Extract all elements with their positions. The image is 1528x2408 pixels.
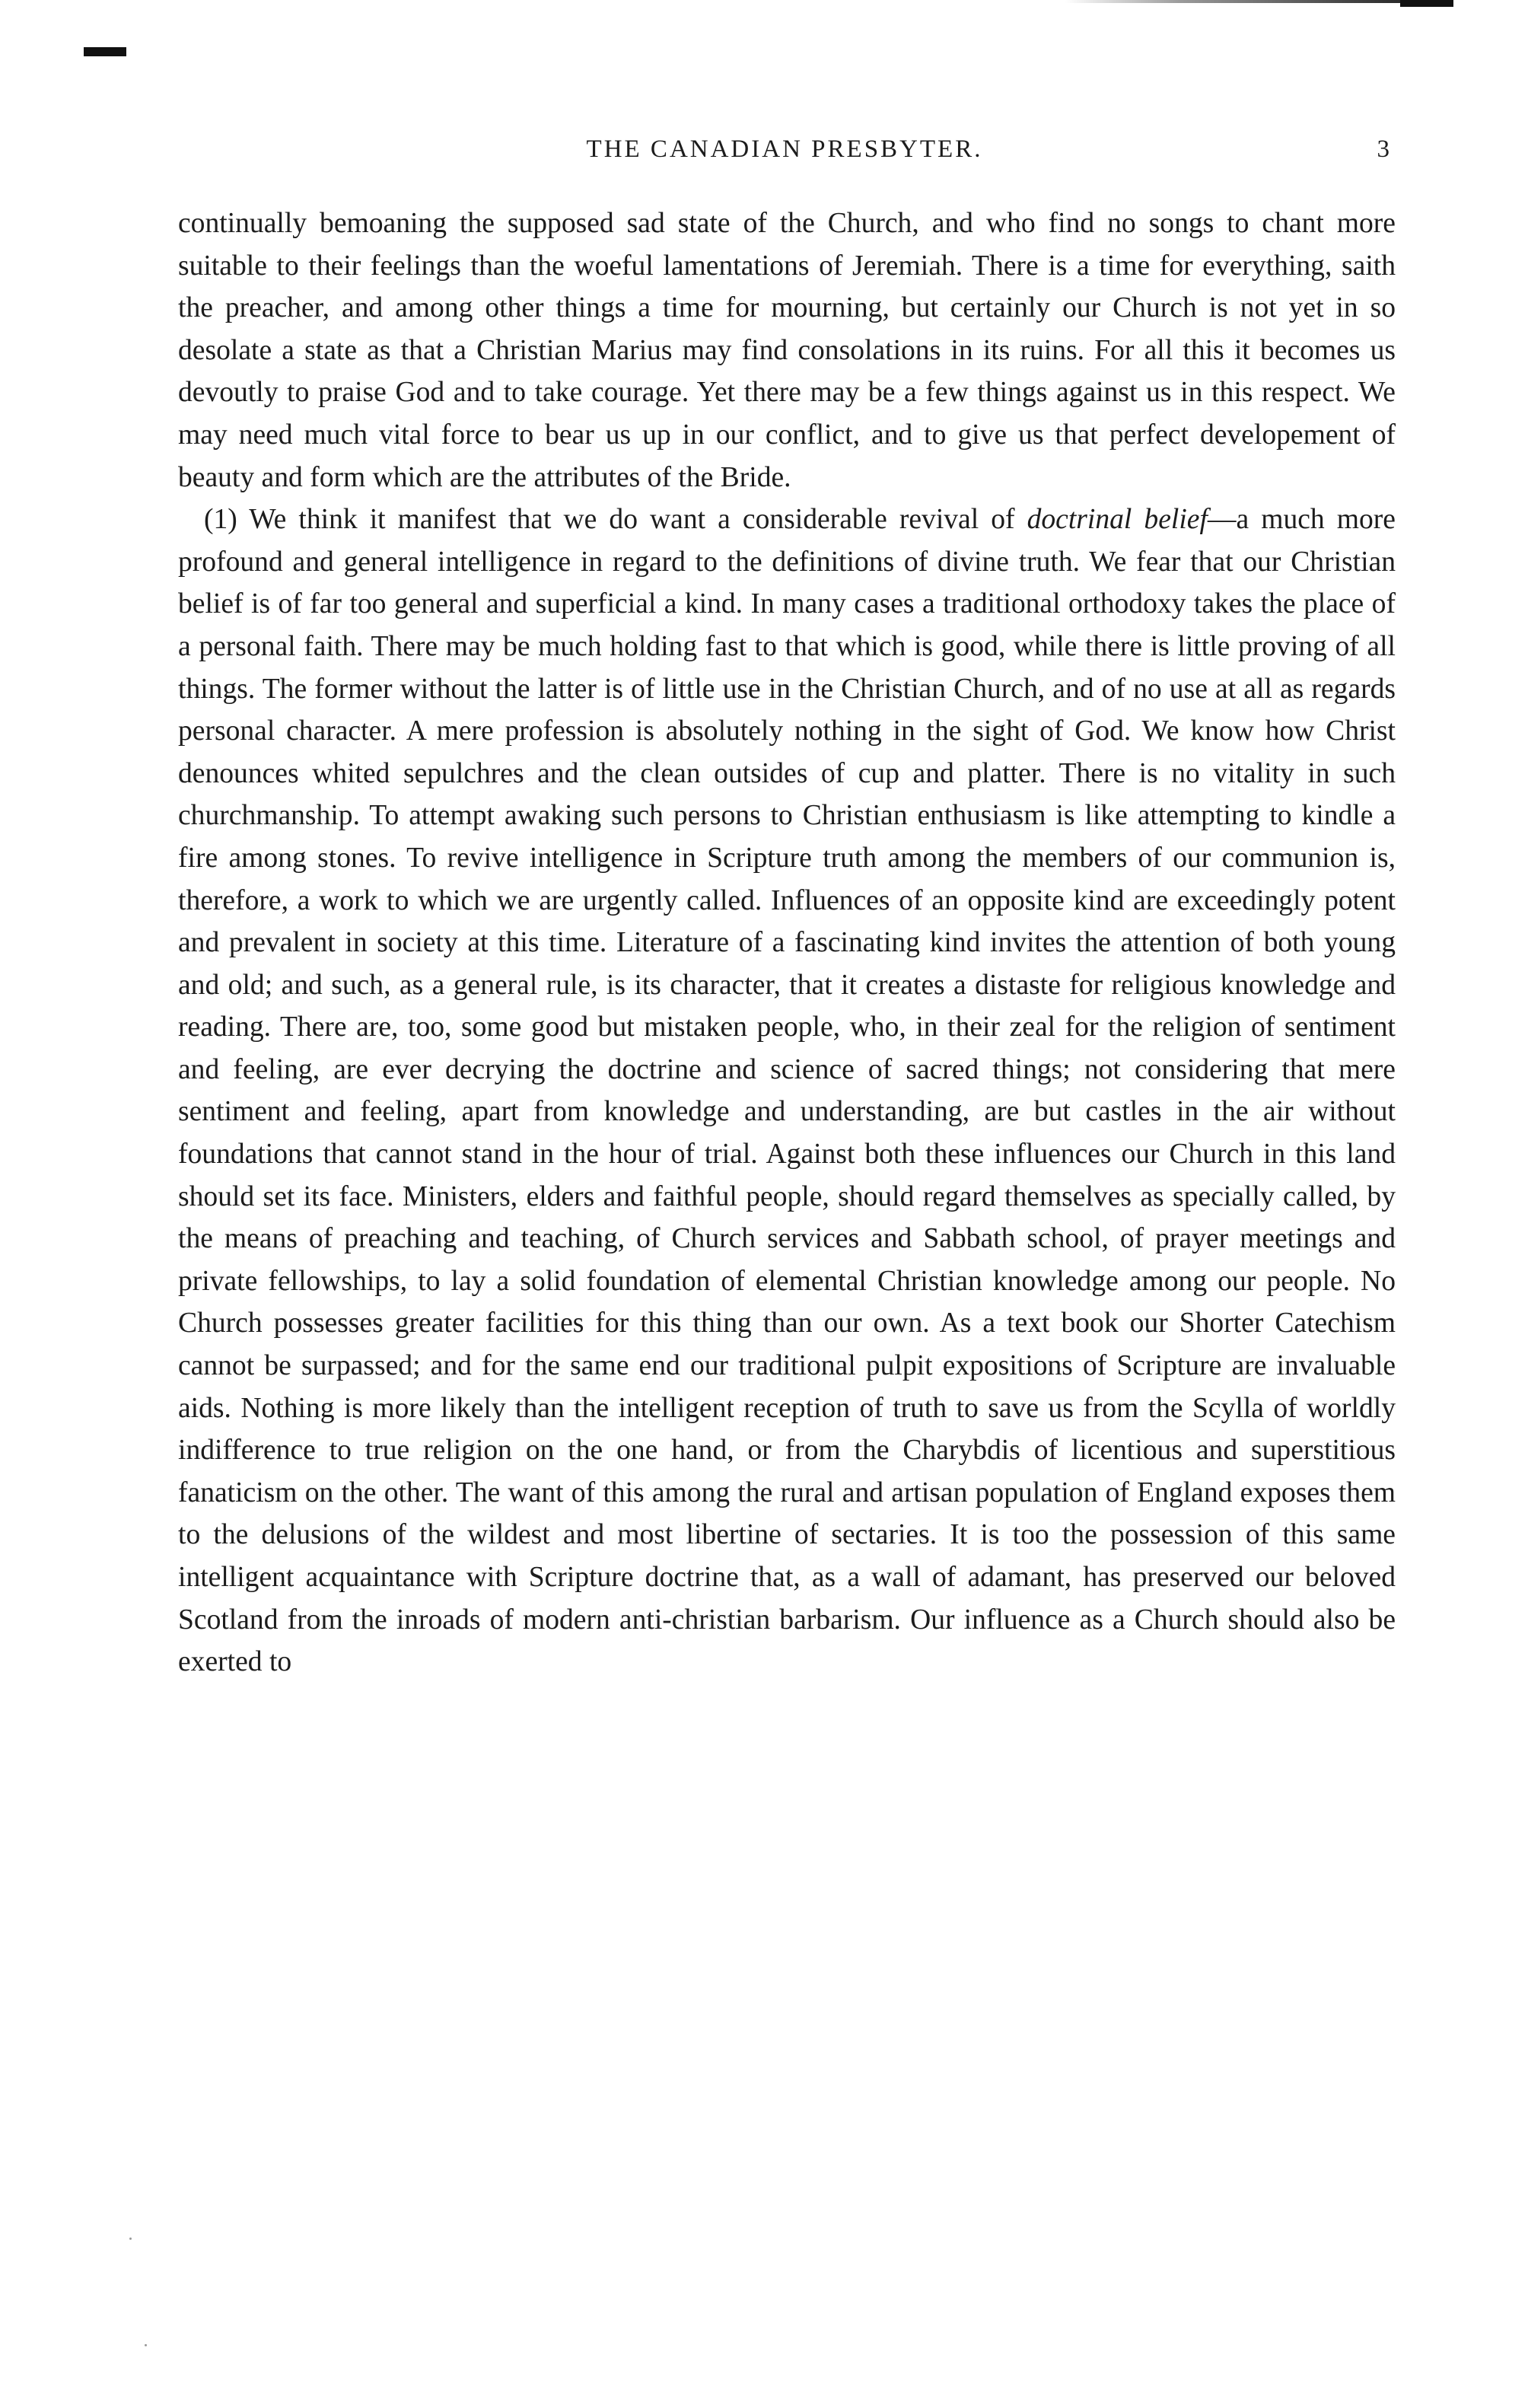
margin-mark [84,47,126,56]
scan-speck [129,2238,132,2240]
paragraph-number: (1) [204,504,237,536]
page-header [180,135,1390,174]
emphasized-phrase: doctrinal belief [1027,504,1208,536]
paragraph-continuation: continually bemoaning the supposed sad state of the Church, and who find no songs to chant more suitable to their feelings than the woeful lamentations of Jeremiah. There is a time for everything, saith the preacher, and among other things a time for mourning, but certainly our Church is not yet in so desolate a state as that a Christian Marius may find consolations in its ruins. For all this it becomes us devoutly to praise God and to take courage. Yet there may be a few things against us in this respect. We may need much vital force to bear us up in our conflict, and to give us that perfect developement of beauty and form which are the attributes of the Bride. [178,208,1396,493]
top-edge-mark [1400,0,1453,7]
paragraph-lead-text: We think it manifest that we do want a considerable revival of [249,504,1015,536]
paragraph-doctrinal-belief [178,498,1396,1683]
scan-speck [145,2344,147,2346]
running-title: THE CANADIAN PRESBYTER. [586,135,983,163]
page-body [178,202,1396,1683]
paragraph-text: —a much more profound and general intelligence in regard to the definitions of divine truth. We fear that our Christian belief is of far too general and superficial a kind. In many cases a traditional orthodoxy takes the place of a personal faith. There may be much holding fast to that which is good, while there is little proving of all things. The former without the latter is of little use in the Christian Church, and of no use at all as regards personal character. A mere profession is absolutely nothing in the sight of God. We know how Christ denounces whited sepulchres and the clean outsides of cup and platter. There is no vitality in such churchmanship. To attempt awaking such persons to Christian enthusiasm is like attempting to kindle a fire among stones. To revive intelligence in Scripture truth among the members of our communion is, therefore, a work to which we are urgently called. Influences of an opposite kind are exceedingly potent and prevalent in society at this time. Literature of a fascinating kind invites the attention of both young and old; and such, as a general rule, is its character, that it creates a distaste for religious knowledge and reading. There are, too, some good but mistaken people, who, in their zeal for the religion of sentiment and feeling, are ever decrying the doctrine and science of sacred things; not considering that mere sentiment and feeling, apart from knowledge and understanding, are but castles in the air without foundations that cannot stand in the hour of trial. Against both these influences our Church in this land should set its face. Ministers, elders and faithful people, should regard themselves as specially called, by the means of preaching and teaching, of Church services and Sabbath school, of prayer meetings and private fellowships, to lay a solid foundation of elemental Christian knowledge among our people. No Church possesses greater facilities for this thing than our own. As a text book our Shorter Catechism cannot be surpassed; and for the same end our traditional pulpit expositions of Scripture are invaluable aids. Nothing is more likely than the intelligent reception of truth to save us from the Scylla of worldly indifference to true religion on the one hand, or from the Charybdis of licentious and superstitious fanaticism on the other. The want of this among the rural and artisan population of England exposes them to the delusions of the wildest and most libertine of sectaries. It is too the possession of this same intelligent acquaintance with Scripture doctrine that, as a wall of adamant, has preserved our beloved Scotland from the inroads of modern anti-christian barbarism. Our influence as a Church should also be exerted to [178,504,1396,1678]
top-edge-rule [1065,0,1452,3]
page-number: 3 [1377,135,1390,163]
